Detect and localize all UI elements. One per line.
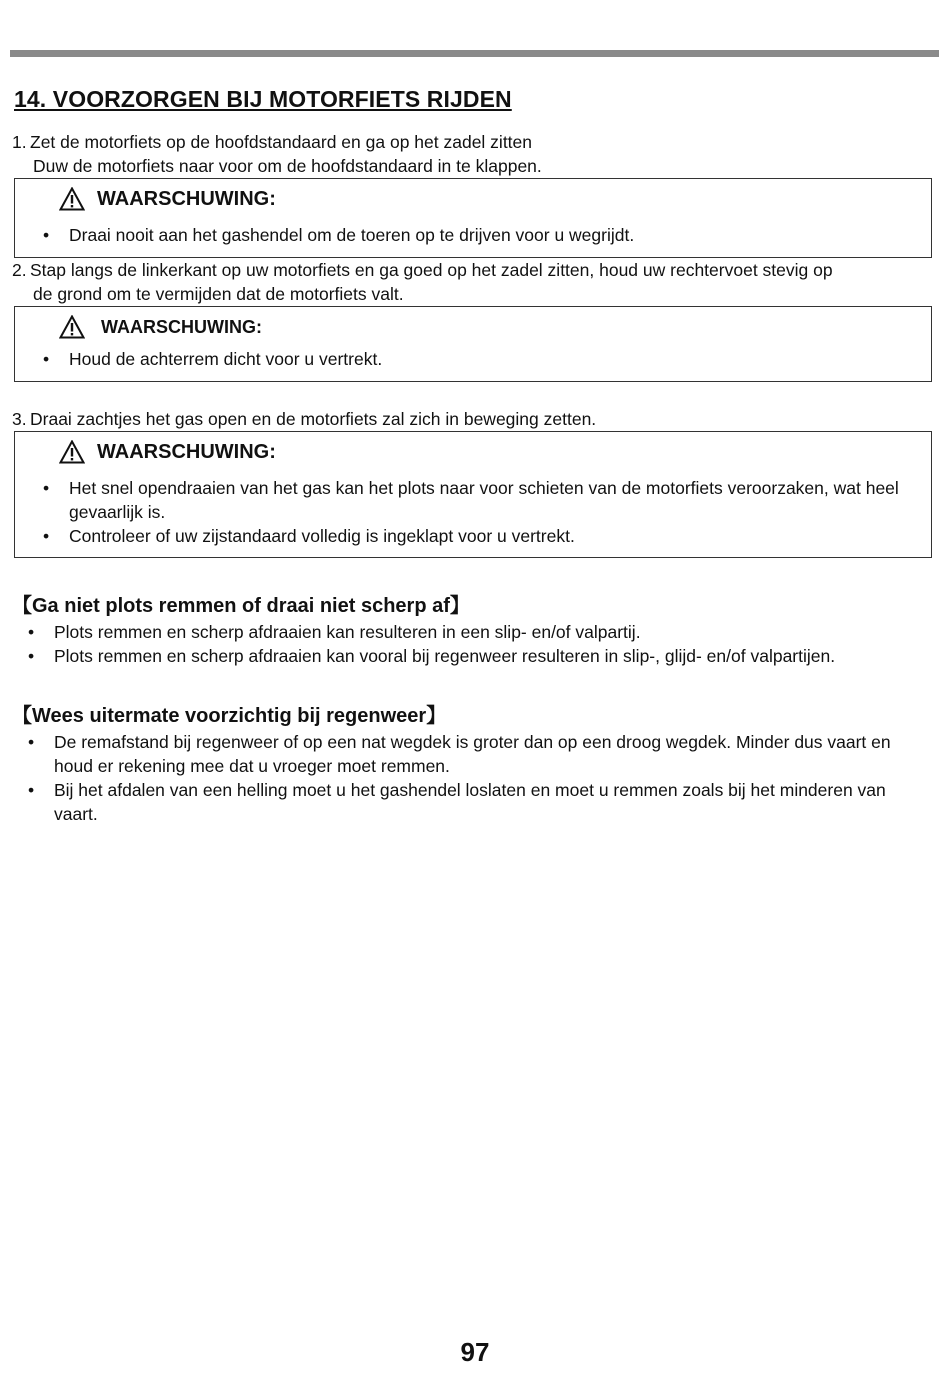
list-item: • Houd de achterrem dicht voor u vertrekt. <box>15 347 921 371</box>
section-heading-braking: 【Ga niet plots remmen of draai niet scherp af】 <box>12 595 470 617</box>
warning-triangle-icon <box>59 315 85 339</box>
warning-triangle-icon <box>59 187 85 211</box>
list-item: • De remafstand bij regenweer of op een nat wegdek is groter dan op een droog wegdek. Minder dus vaart en houd er rekening mee dat u vroeger moet remmen. <box>0 730 930 778</box>
step-number: 3. <box>12 409 27 429</box>
warning-box-1 <box>14 178 932 258</box>
list-item: • Het snel opendraaien van het gas kan het plots naar voor schieten van de motorfiets veroorzaken, wat heel gevaarlijk is. <box>15 476 921 524</box>
list-item: • Bij het afdalen van een helling moet u het gashendel loslaten en moet u remmen zoals bij het minderen van vaart. <box>0 778 930 826</box>
step-text: Draai zachtjes het gas open en de motorfiets zal zich in beweging zetten. <box>30 409 597 429</box>
page-title: 14. VOORZORGEN BIJ MOTORFIETS RIJDEN <box>14 86 512 112</box>
step-number: 1. <box>12 132 27 152</box>
page-number: 97 <box>460 1337 490 1367</box>
warning-triangle-icon <box>59 440 85 464</box>
list-item: • Controleer of uw zijstandaard volledig is ingeklapt voor u vertrekt. <box>15 524 921 548</box>
step-1 <box>12 130 927 178</box>
warning-label: WAARSCHUWING: <box>97 187 276 210</box>
warning-header <box>59 187 276 211</box>
warning-label: WAARSCHUWING: <box>101 316 262 337</box>
warning-list <box>15 476 921 548</box>
top-rule <box>10 50 939 57</box>
step-number: 2. <box>12 260 27 280</box>
section-heading-rain: 【Wees uitermate voorzichtig bij regenweer】 <box>12 705 447 727</box>
list-item: • Draai nooit aan het gashendel om de toeren op te drijven voor u wegrijdt. <box>15 223 921 247</box>
warning-list <box>15 347 921 371</box>
step-text: Zet de motorfiets op de hoofdstandaard en ga op het zadel zitten <box>30 132 533 152</box>
step-3 <box>12 407 927 431</box>
warning-list <box>15 223 921 247</box>
warning-header <box>59 440 276 464</box>
warning-header <box>59 315 262 339</box>
step-text-continued: Duw de motorfiets naar voor om de hoofdstandaard in te klappen. <box>33 156 542 176</box>
list-item: • Plots remmen en scherp afdraaien kan vooral bij regenweer resulteren in slip-, glijd- en/of valpartijen. <box>0 644 930 668</box>
step-2 <box>12 258 927 306</box>
step-text-continued: de grond om te vermijden dat de motorfiets valt. <box>33 284 404 304</box>
step-text: Stap langs de linkerkant op uw motorfiets en ga goed op het zadel zitten, houd uw rechtervoet stevig op <box>30 260 833 280</box>
list-item: • Plots remmen en scherp afdraaien kan resulteren in een slip- en/of valpartij. <box>0 620 930 644</box>
warning-label: WAARSCHUWING: <box>97 440 276 463</box>
warning-box-3 <box>14 431 932 558</box>
section-list-braking <box>0 620 930 668</box>
warning-box-2 <box>14 306 932 382</box>
section-list-rain <box>0 730 930 826</box>
